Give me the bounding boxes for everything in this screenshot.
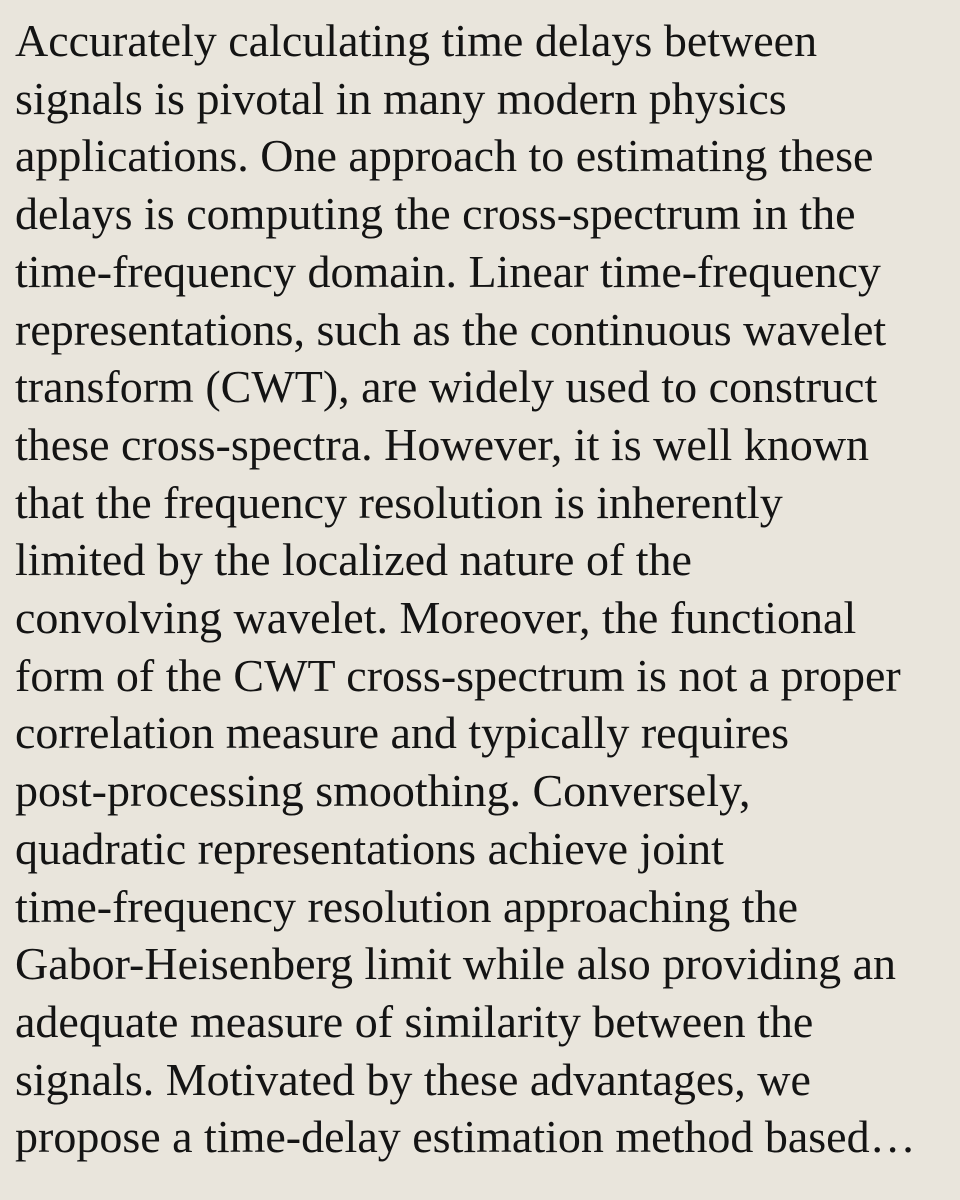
text-line: Gabor-Heisenberg limit while also providing an (15, 938, 896, 990)
text-line: quadratic representations achieve joint (15, 822, 724, 874)
text-line: signals. Motivated by these advantages, we (15, 1053, 811, 1105)
text-line: time-frequency resolution approaching the (15, 880, 798, 932)
text-line: signals is pivotal in many modern physics (15, 72, 787, 124)
text-line: applications. One approach to estimating these (15, 130, 874, 182)
text-line: convolving wavelet. Moreover, the functional (15, 592, 857, 644)
text-line: Accurately calculating time delays between (15, 15, 818, 66)
text-line: representations, such as the continuous wavelet (15, 303, 887, 355)
text-line: delays is computing the cross-spectrum in the (15, 188, 856, 240)
text-line: form of the CWT cross-spectrum is not a proper (15, 649, 901, 701)
abstract-paragraph (15, 12, 960, 1166)
text-line: propose a time-delay estimation method based… (15, 1111, 916, 1163)
text-line: these cross-spectra. However, it is well known (15, 418, 870, 470)
text-line: transform (CWT), are widely used to construct (15, 361, 878, 413)
text-line: adequate measure of similarity between the (15, 995, 814, 1047)
text-line: time-frequency domain. Linear time-frequency (15, 245, 881, 297)
text-line: post-processing smoothing. Conversely, (15, 765, 751, 817)
text-line: that the frequency resolution is inherently (15, 476, 783, 528)
text-line: correlation measure and typically requires (15, 707, 790, 759)
text-line: limited by the localized nature of the (15, 534, 692, 586)
